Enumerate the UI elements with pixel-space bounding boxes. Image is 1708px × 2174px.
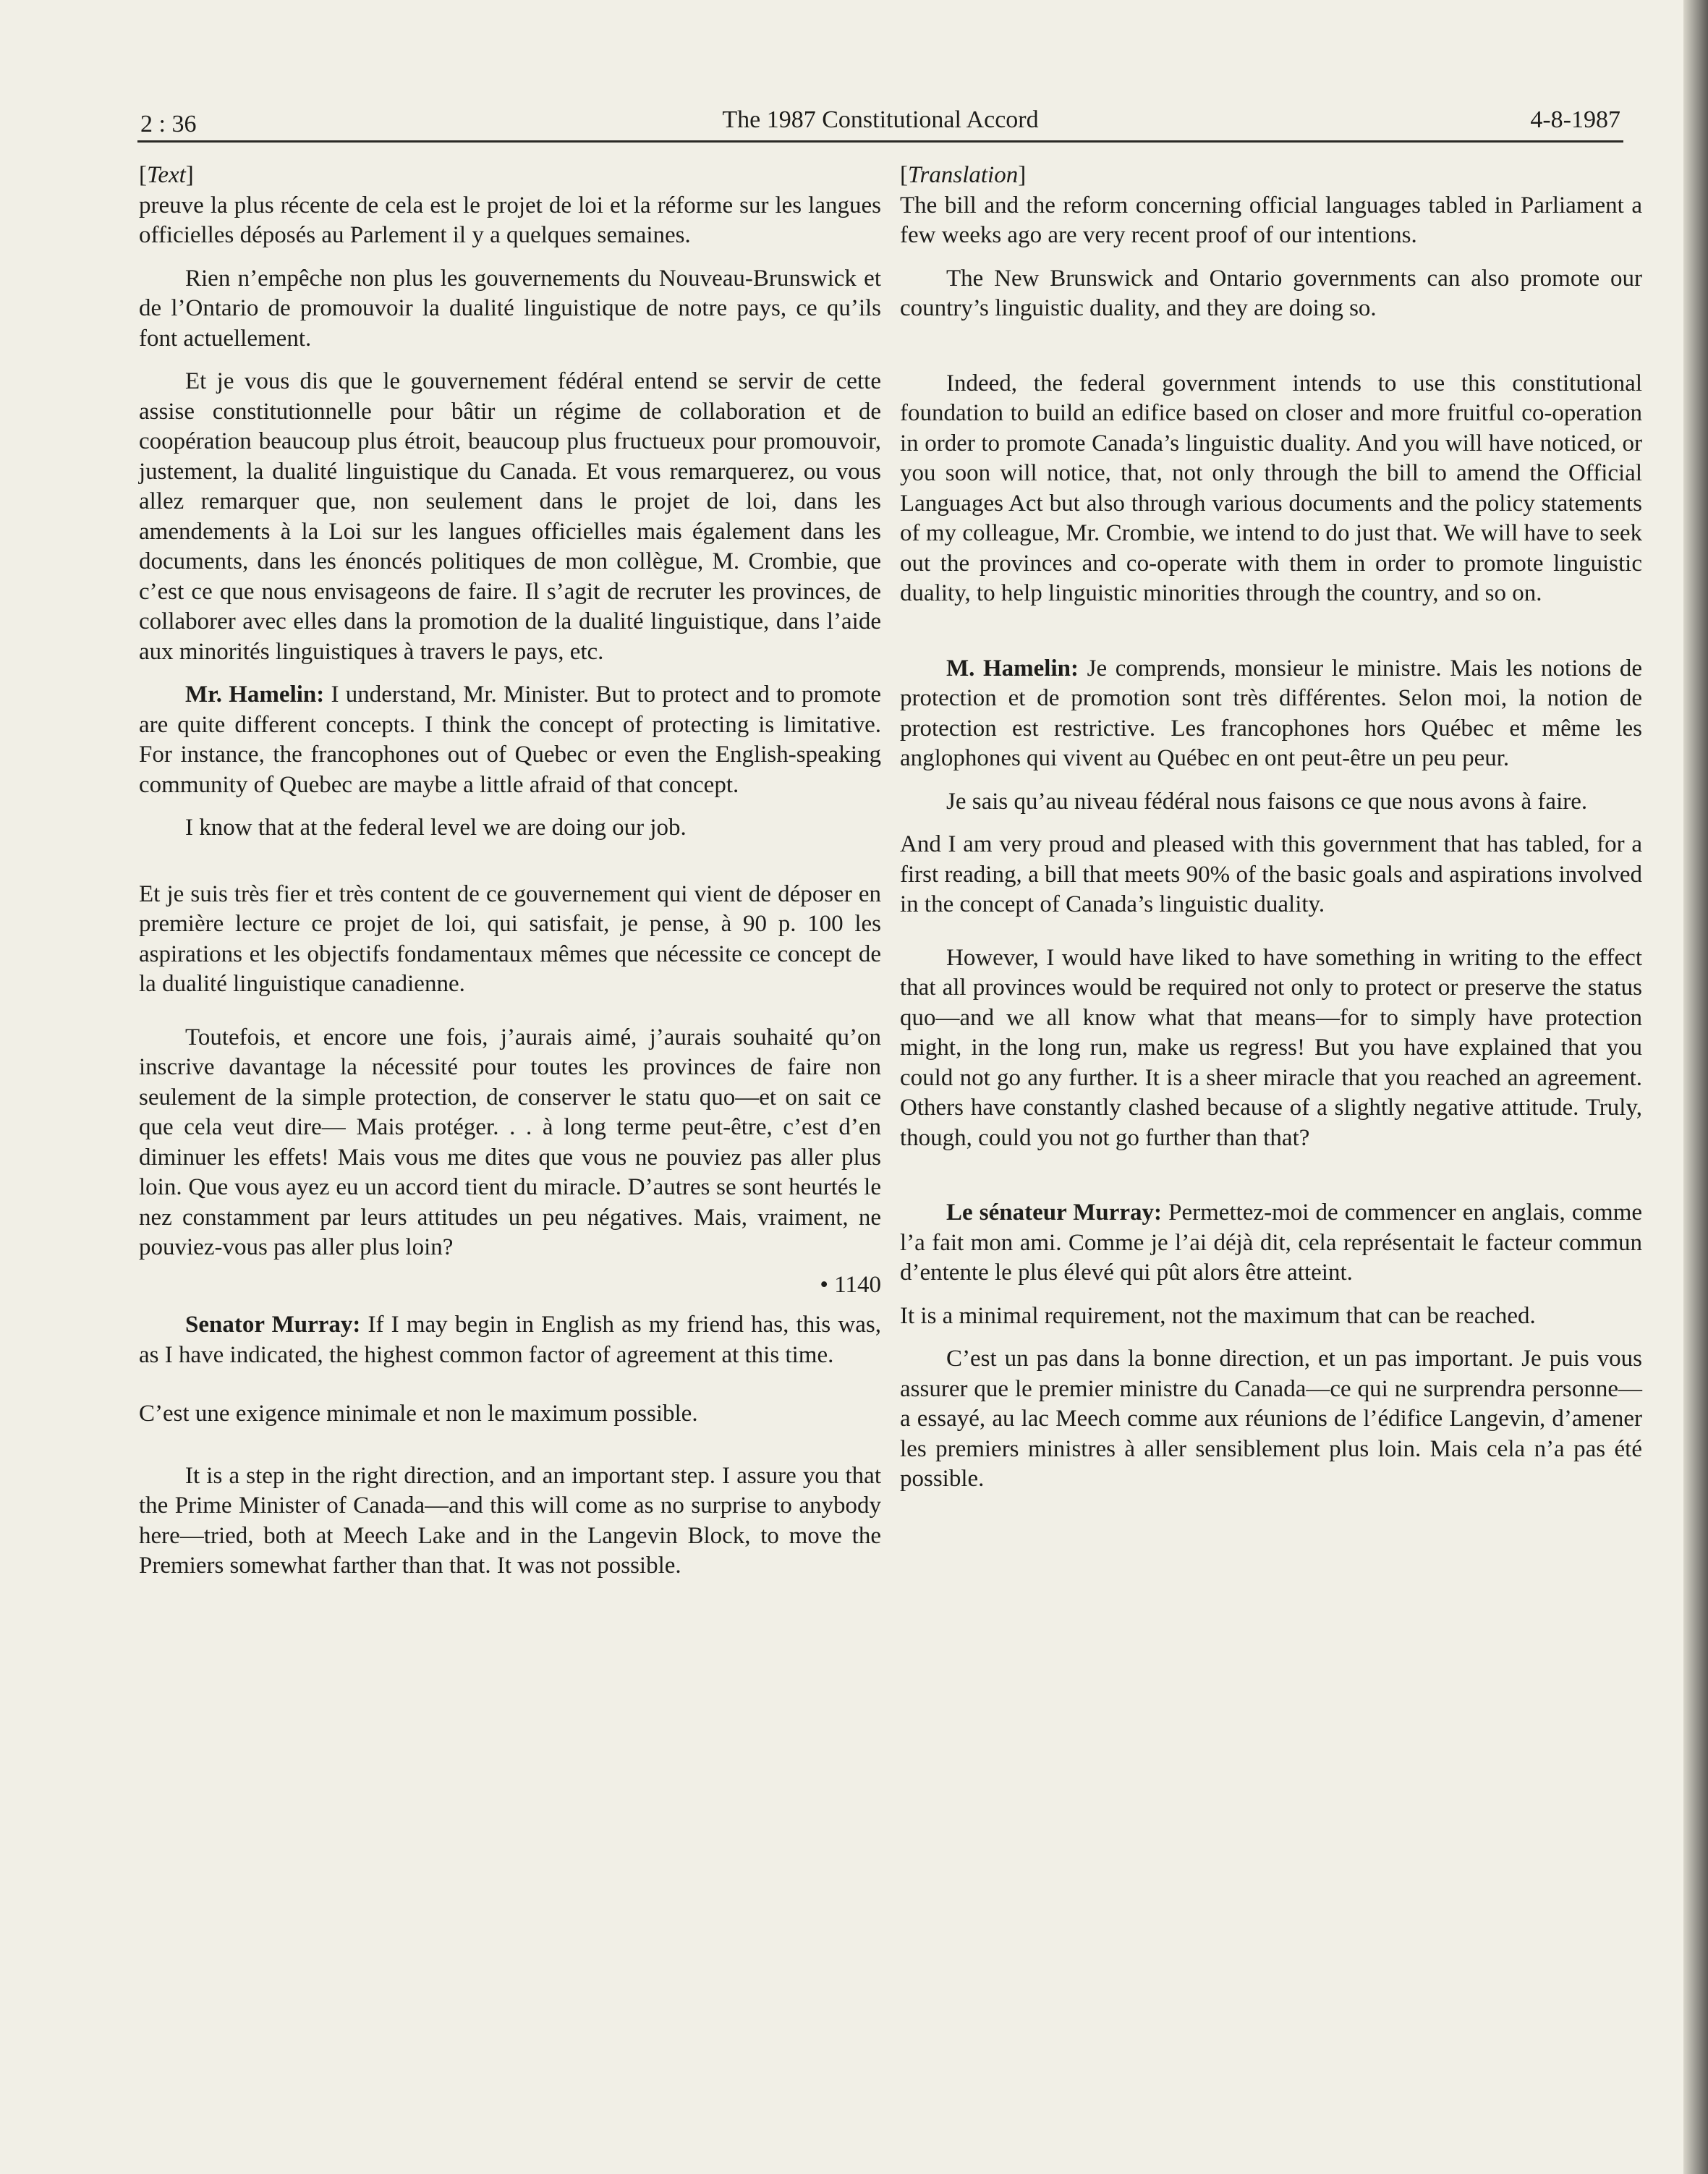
- paragraph: C’est un pas dans la bonne direction, et un pas important. Je puis vous assurer que le premier ministre du Canada—ce qui ne surprendra personne—a essayé, au lac Meech comme aux réunions de l’édifice Langevin, d’amener les premiers ministres à aller sensiblement plus loin. Mais cela n’a pas été possible.: [900, 1346, 1642, 1492]
- paragraph: And I am very proud and pleased with this government that has tabled, for a first reading, a bill that meets 90% of the basic goals and aspirations involved in the concept of Canada’s linguistic duality.: [900, 831, 1642, 917]
- paragraph: Et je vous dis que le gouvernement fédéral entend se servir de cette assise constitutionnelle pour bâtir un régime de collaboration et de coopération beaucoup plus étroit, beaucoup plus fructueux pour promouvoir, justement, la dualité linguistique du Canada. Et vous remarquerez, ou vous allez remarquer que, non seulement dans le projet de loi, dans les amendements à la Loi sur les langues officielles mais également dans les documents, dans les énoncés politiques de mon collègue, M. Crombie, que c’est ce que nous envisageons de faire. Il s’agit de recruter les provinces, de collaborer avec elles dans la promotion de la dualité linguistique, dans l’aide aux minorités linguistiques à travers le pays, etc.: [139, 368, 881, 665]
- speech-paragraph: [139, 680, 881, 800]
- speech-text: I understand, Mr. Minister. But to protect and to promote are quite different concepts. I think the concept of protecting is limitative. For instance, the francophones out of Quebec or even the English-speaking community of Quebec are maybe a little afraid of that concept.: [139, 682, 881, 798]
- paragraph: C’est une exigence minimale et non le maximum possible.: [139, 1401, 698, 1427]
- page-edge: [1683, 0, 1708, 2174]
- speaker-name: Senator Murray:: [185, 1312, 361, 1338]
- paragraph: However, I would have liked to have something in writing to the effect that all provinces would be required not only to protect or preserve the status quo—and we all know what that means—for to simply have protection might, in the long run, make us regress! But you have explained that you could not go any further. It is a sheer miracle that you reached an agreement. Others have constantly clashed because of a slightly negative attitude. Truly, though, could you not go further than that?: [900, 944, 1642, 1151]
- paragraph: The bill and the reform concerning official languages tabled in Parliament a few weeks ago are very recent proof of our intentions.: [900, 192, 1642, 248]
- paragraph: It is a step in the right direction, and an important step. I assure you that the Prime Minister of Canada—and this will come as no surprise to anybody here—tried, both at Meech Lake and in the Langevin Block, to move the Premiers somewhat farther than that. It was not possible.: [139, 1462, 881, 1579]
- right-column: [900, 161, 1642, 1495]
- page-number: 2 : 36: [140, 111, 197, 137]
- translation-tag: Translation: [908, 162, 1019, 188]
- paragraph: Toutefois, et encore une fois, j’aurais aimé, j’aurais souhaité qu’on inscrive davantage la nécessité pour toutes les provinces de faire non seulement de la simple protection, de conserver le statu quo—et on sait ce que cela veut dire— Mais protéger. . . à long terme peut-être, c’est d’en diminuer les effets! Mais vous me dites que vous ne pouviez pas aller plus loin. Que vous ayez eu un accord tient du miracle. D’autres se sont heurtés le nez constamment par leurs attitudes un peu négatives. Mais, vraiment, ne pouviez-vous pas aller plus loin?: [139, 1024, 881, 1260]
- paragraph: I know that at the federal level we are doing our job.: [185, 815, 687, 841]
- speaker-name: M. Hamelin:: [946, 655, 1079, 682]
- speech-text: Je comprends, monsieur le ministre. Mais les notions de protection et de promotion sont très différentes. Selon moi, la notion de protection est restrictive. Les francophones hors Québec et même les anglophones qui vivent au Québec en ont peut-être un peu peur.: [900, 655, 1642, 771]
- text-tag: Text: [147, 162, 186, 188]
- page-header: [137, 100, 1623, 143]
- speaker-name: Le sénateur Murray:: [946, 1199, 1163, 1226]
- speech-text: If I may begin in English as my friend has, this was, as I have indicated, the highest common factor of agreement at this time.: [139, 1312, 881, 1368]
- speech-paragraph: [900, 1198, 1642, 1288]
- column-tag: [Translation]: [900, 162, 1027, 188]
- header-date: 4-8-1987: [1530, 106, 1620, 133]
- speech-paragraph: [139, 1310, 881, 1370]
- speech-text: Permettez-moi de commencer en anglais, comme l’a fait mon ami. Comme je l’ai déjà dit, cela représentait le facteur commun d’entente le plus élevé qui pût alors être atteint.: [900, 1199, 1643, 1286]
- speaker-name: Mr. Hamelin:: [185, 682, 325, 708]
- timestamp: • 1140: [820, 1271, 881, 1298]
- paragraph: The New Brunswick and Ontario governments can also promote our country’s linguistic duality, and they are doing so.: [900, 265, 1642, 321]
- paragraph: Indeed, the federal government intends to use this constitutional foundation to build an edifice based on closer and more fruitful co-operation in order to promote Canada’s linguistic duality. And you will have noticed, or you soon will notice, that, not only through the bill to amend the Official Languages Act but also through various documents and the policy statements of my colleague, Mr. Crombie, we intend to do just that. We will have to seek out the provinces and co-operate with them in order to promote linguistic duality, to help linguistic minorities through the country, and so on.: [900, 370, 1642, 606]
- running-title: The 1987 Constitutional Accord: [722, 106, 1039, 133]
- paragraph: It is a minimal requirement, not the maximum that can be reached.: [900, 1302, 1536, 1329]
- paragraph: Et je suis très fier et très content de ce gouvernement qui vient de déposer en première lecture ce projet de loi, qui satisfait, je pense, à 90 p. 100 les aspirations et les objectifs fondamentaux mêmes que nécessite ce concept de la dualité linguistique canadienne.: [139, 880, 881, 997]
- column-tag: [Text]: [139, 162, 194, 188]
- paragraph: Je sais qu’au niveau fédéral nous faisons ce que nous avons à faire.: [946, 788, 1588, 815]
- paragraph: preuve la plus récente de cela est le projet de loi et la réforme sur les langues officielles déposés au Parlement il y a quelques semaines.: [139, 192, 881, 248]
- left-column: [139, 161, 881, 1581]
- speech-paragraph: [900, 654, 1642, 774]
- paragraph: Rien n’empêche non plus les gouvernements du Nouveau-Brunswick et de l’Ontario de promouvoir la dualité linguistique de notre pays, ce qu’ils font actuellement.: [139, 265, 881, 352]
